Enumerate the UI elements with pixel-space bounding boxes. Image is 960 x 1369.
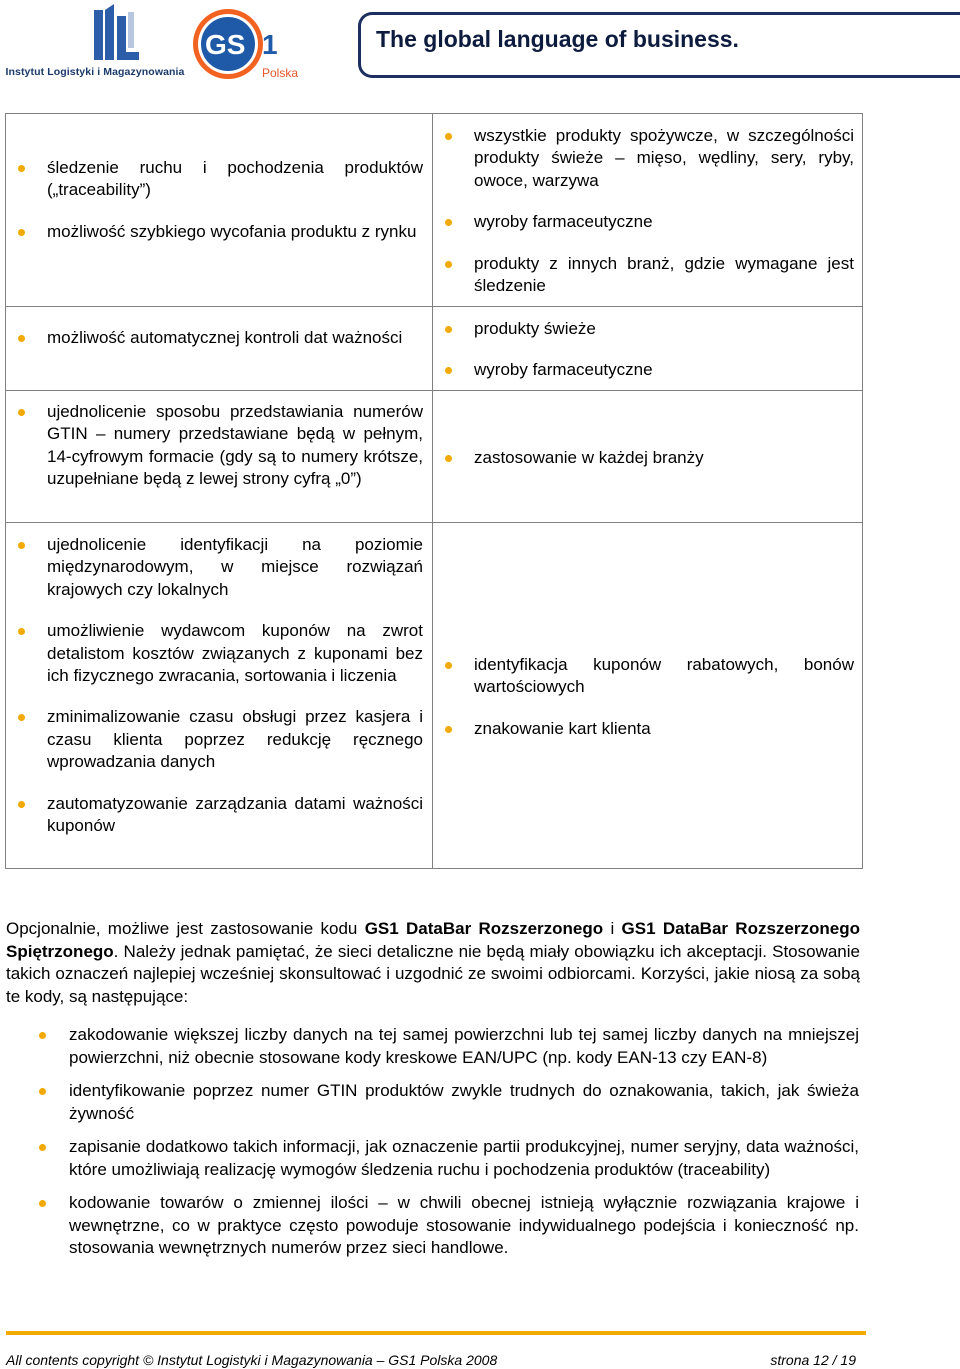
list-item: ujednolicenie sposobu przedstawiania numerów GTIN – numery przedstawiane będą w pełnym, 14-cyfrowym formacie (gdy są to numery krótsze, uzupełniane będą z lewej strony cyfrą „0”) [47,401,423,491]
bullet-icon [445,326,452,333]
table-row-1-left [47,157,423,243]
list-item: znakowanie kart klienta [474,718,854,740]
table-row-divider [5,522,863,523]
tagline: The global language of business. [376,26,739,52]
bullet-icon [445,133,452,140]
svg-text:GS: GS [205,29,246,60]
bullet-icon [445,261,452,268]
table-column-divider [432,113,433,869]
list-item: śledzenie ruchu i pochodzenia produktów („traceability”) [47,157,423,202]
list-item: produkty z innych branż, gdzie wymagane jest śledzenie [474,253,854,298]
bullet-icon [18,542,25,549]
intro-paragraph: Opcjonalnie, możliwe jest zastosowanie kodu GS1 DataBar Rozszerzonego i GS1 DataBar Rozszerzonego Spiętrzonego. Należy jednak pamiętać, że sieci detaliczne nie będą miały obowiązku ich akceptacji. Stosowanie takich oznaczeń najlepiej wcześniej skonsultować i uzgodnić ze swoimi odbiorcami. Korzyści, jakie niosą za sobą te kody, są następujące: [6,919,860,1006]
benefits-list [69,1024,859,1271]
list-item: identyfikacja kuponów rabatowych, bonów wartościowych [474,654,854,699]
list-item: zastosowanie w każdej branży [474,447,854,469]
table-row-2-right [474,318,854,382]
list-item: wyroby farmaceutyczne [474,359,854,381]
bullet-icon [39,1088,46,1095]
bullet-icon [18,229,25,236]
bullet-icon [18,165,25,172]
list-item: identyfikowanie poprzez numer GTIN produktów zwykle trudnych do oznakowania, takich, jak świeża żywność [69,1080,859,1125]
list-item: zakodowanie większej liczby danych na tej samej powierzchni lub tej samej liczby danych na mniejszej powierzchni, niż obecnie stosowane kody kreskowe EAN/UPC (np. kody EAN-13 czy EAN-8) [69,1024,859,1069]
table-row-3-right [474,447,854,469]
list-item: umożliwienie wydawcom kuponów na zwrot detalistom kosztów związanych z kuponami bez ich fizycznego zwracania, sortowania i liczenia [47,620,423,687]
bullet-icon [445,455,452,462]
bullet-icon [18,801,25,808]
bullet-icon [39,1200,46,1207]
page-header [0,0,960,96]
table-row-1-right [474,125,854,297]
table-row-divider [5,390,863,391]
bold-term: GS1 DataBar Rozszerzonego Spiętrzonego [6,919,860,961]
footer-rule [6,1331,866,1335]
footer-copyright: All contents copyright © Instytut Logistyki i Magazynowania – GS1 Polska 2008 [6,1352,498,1368]
footer-page-number: strona 12 / 19 [770,1352,856,1368]
table-row-2-left [47,327,423,349]
list-item: ujednolicenie identyfikacji na poziomie międzynarodowym, w miejsce rozwiązań krajowych czy lokalnych [47,534,423,601]
bullet-icon [39,1144,46,1151]
list-item: możliwość szybkiego wycofania produktu z rynku [47,221,423,243]
bullet-icon [445,726,452,733]
bullet-icon [39,1032,46,1039]
table-row-4-left [47,534,423,837]
list-item: zautomatyzowanie zarządzania datami ważności kuponów [47,793,423,838]
gs1-polska-label: Polska [262,66,299,80]
svg-text:1: 1 [262,29,278,60]
bullet-icon [445,662,452,669]
table-row-3-left [47,401,423,491]
table-row-4-right [474,654,854,740]
list-item: produkty świeże [474,318,854,340]
bold-term: GS1 DataBar Rozszerzonego [364,919,604,938]
bullet-icon [18,335,25,342]
list-item: możliwość automatycznej kontroli dat ważności [47,327,423,349]
ilim-logo-text: Instytut Logistyki i Magazynowania [5,66,185,78]
list-item: zminimalizowanie czasu obsługi przez kasjera i czasu klienta poprzez redukcję ręcznego wprowadzania danych [47,706,423,773]
list-item: wyroby farmaceutyczne [474,211,854,233]
bullet-icon [18,409,25,416]
table-row-divider [5,306,863,307]
list-item: kodowanie towarów o zmiennej ilości – w chwili obecnej istnieją wyłącznie rozwiązania krajowe i wewnętrzne, co w praktyce często powoduje stosowanie indywidualnego podejścia i konieczność np. stosowania wewnętrznych numerów przez sieci handlowe. [69,1192,859,1260]
list-item: wszystkie produkty spożywcze, w szczególności produkty świeże – mięso, wędliny, sery, ryby, owoce, warzywa [474,125,854,192]
list-item: zapisanie dodatkowo takich informacji, jak oznaczenie partii produkcyjnej, numer seryjny, data ważności, które umożliwiają realizację wymogów śledzenia ruchu i pochodzenia produktów (traceability) [69,1136,859,1181]
